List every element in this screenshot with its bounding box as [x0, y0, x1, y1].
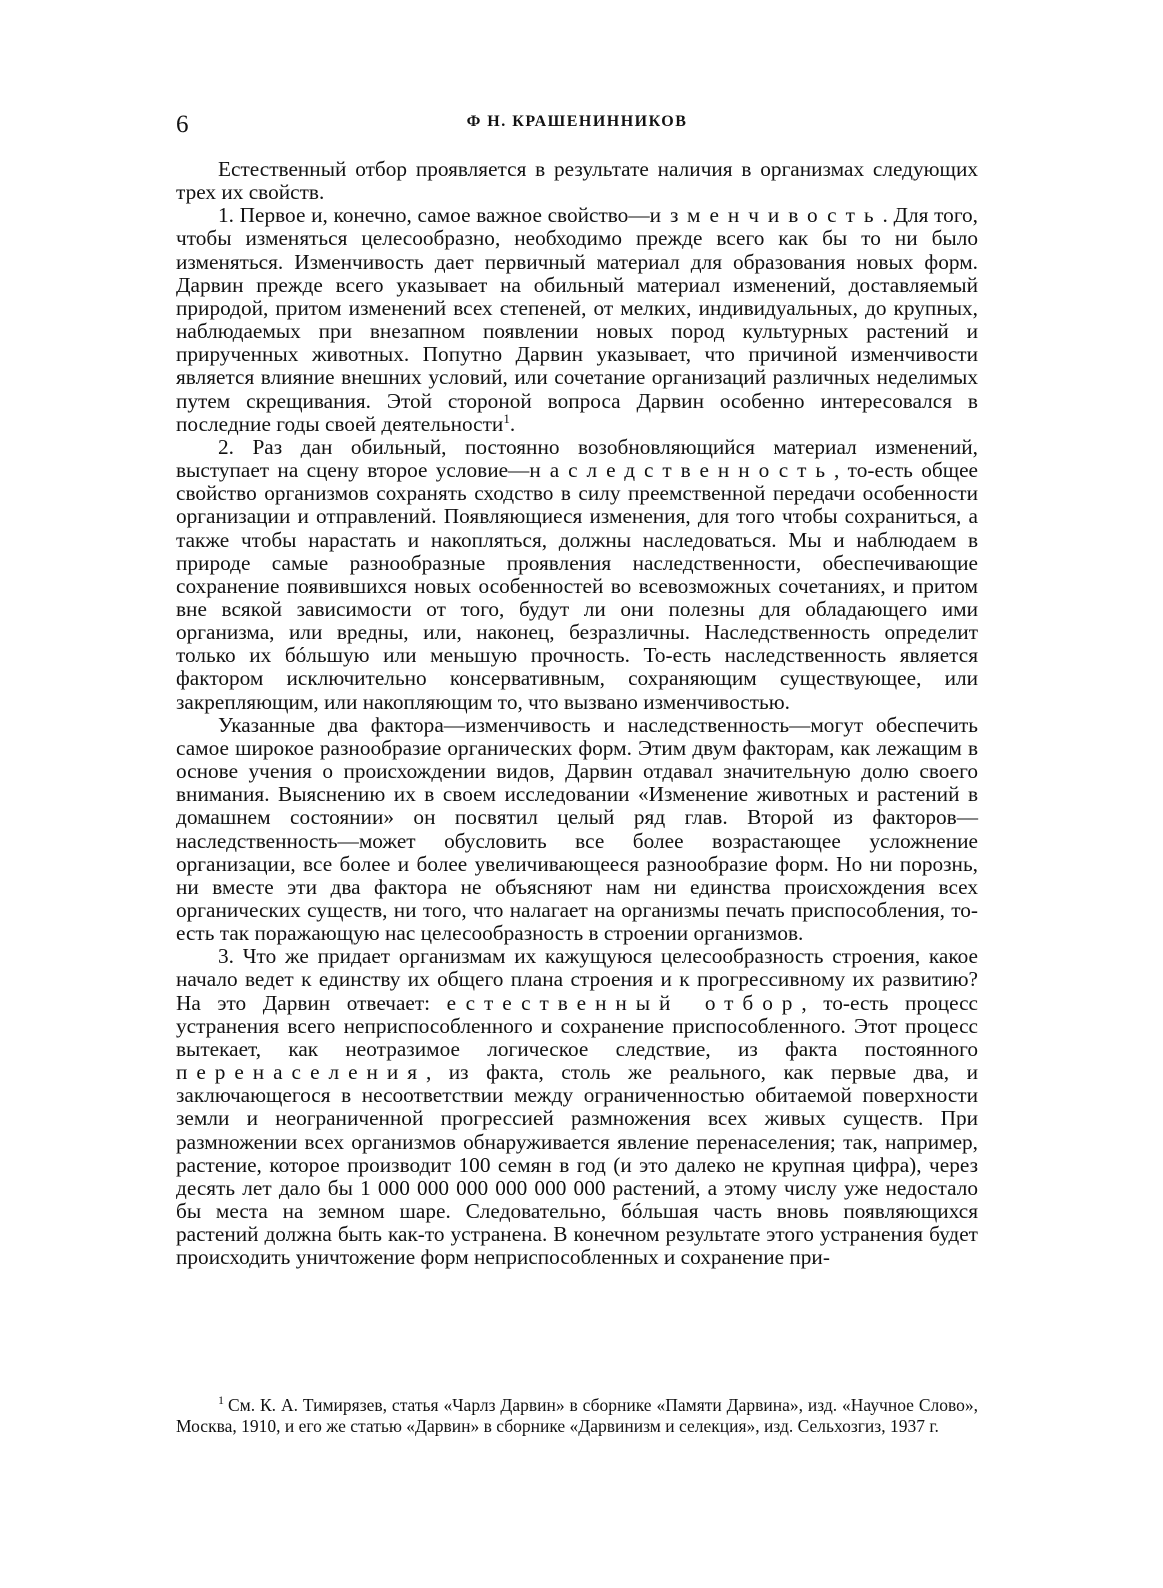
footnote-text: См. К. А. Тимирязев, статья «Чарлз Дарвин» в сборнике «Памяти Дарвина», изд. «Научное Слово», Москва, 1910, и его же статью «Дарвин» в сборнике «Дарвинизм и селекция», изд. Сельхозгиз, 1937 г. [176, 1395, 978, 1436]
paragraph-text: . Для того, чтобы изменяться целесообразно, необходимо прежде всего как бы то ни было изменяться. Изменчивость дает первичный материал для образования новых форм. Дарвин прежде всего указывает на обильный материал изменений, доставляемый природой, притом изменений всех степеней, от мелких, индивидуальных, до крупных, наблюдаемых при внезапном появлении новых пород культурных растений и прирученных животных. Попутно Дарвин указывает, что причиной изменчивости является влияние внешних условий, или сочетание организаций различных неделимых путем скрещивания. Этой стороной вопроса Дарвин особенно интересовался в последние годы своей деятельности [176, 203, 978, 436]
footnote-reference: 1 [503, 410, 510, 426]
emphasis-natural-selection: естественный отбор [446, 990, 802, 1015]
paragraph-text: , то-есть процесс устранения всего неприспособленного и сохранение приспособленного. Этот процесс вытекает, как неотразимое логическое следствие, из факта постоянного [176, 990, 978, 1061]
paragraph-text: 1. Первое и, конечно, самое важное свойство— [218, 203, 650, 228]
footnotes [176, 1395, 978, 1436]
page-header [176, 110, 978, 140]
main-text [176, 158, 978, 1270]
running-head: Ф Н. КРАШЕНИННИКОВ [466, 113, 688, 130]
paragraph-text: , из факта, столь же реального, как первые два, и заключающегося в несоответствии между ограниченностью обитаемой поверхности земли и неограниченной прогрессией размножения всех живых существ. При размножении всех организмов обнаруживается явление перенаселения; так, например, растение, которое производит 100 семян в год (и это далеко не крупная цифра), через десять лет дало бы 1 000 000 000 000 000 000 растений, а этому числу уже недостало бы места на земном шаре. Следовательно, бóльшая часть вновь появляющихся растений должна быть как-то устранена. В конечном результате этого устранения будет происходить уничтожение форм неприспособленных и сохранение при- [176, 1060, 978, 1270]
page-number: 6 [176, 111, 189, 138]
emphasis-heredity: наследственность [529, 458, 835, 483]
paragraph-intro: Естественный отбор проявляется в результате наличия в организмах следующих трех их свойств. [176, 157, 978, 205]
paragraph-two-factors: Указанные два фактора—изменчивость и наследственность—могут обеспечить самое широкое разнообразие органических форм. Этим двум факторам, как лежащим в основе учения о происхождении видов, Дарвин отдавал значительную долю своего внимания. Выяснению их в своем исследовании «Изменение животных и растений в домашнем состоянии» он посвятил целый ряд глав. Второй из факторов—наследственность—может обусловить все более возрастающее усложнение организации, все более и более увеличивающееся разнообразие форм. Но ни порознь, ни вместе эти два фактора не объясняют нам ни единства происхождения всех органических существ, ни того, что налагает на организмы печать приспособления, то-есть так поражающую нас целесообразность в строении организмов. [176, 712, 978, 946]
paragraph-text: , то-есть общее свойство организмов сохранять сходство в силу преемственной передачи особенности организации и отправлений. Появляющиеся изменения, для того чтобы сохраниться, а также чтобы нарастать и накопляться, должны наследоваться. Мы и наблюдаем в природе самые разнообразные проявления наследственности, обеспечивающие сохранение появившихся новых особенностей во всевозможных сочетаниях, и притом вне всякой зависимости от того, будут ли они полезны для обладающего ими организма, или вредны, или, наконец, безразличны. Наследственность определит только их бóльшую или меньшую прочность. То-есть наследственность является фактором исключительно консервативным, сохраняющим существующее, или закрепляющим, или накопляющим то, что вызвано изменчивостью. [176, 458, 978, 714]
paragraph-natural-selection [176, 945, 978, 1269]
paragraph-heredity [176, 436, 978, 714]
paragraph-text: 2. Раз дан обильный, постоянно возобновляющийся материал изменений, выступает на сцену второе условие— [176, 434, 978, 483]
emphasis-variability: изменчивость [649, 203, 883, 228]
paragraph-variability [176, 204, 978, 436]
footnote-1 [176, 1395, 978, 1436]
paragraph-text: . [509, 411, 516, 436]
footnote-marker: 1 [218, 1393, 224, 1408]
paragraph-text: 3. Что же придает организмам их кажущуюся целесообразность строения, какое начало ведет к единству их общего плана строения и к прогрессивному их развитию? На это Дарвин отвечает: [176, 944, 978, 1015]
emphasis-overpopulation: перенаселения [176, 1060, 426, 1085]
